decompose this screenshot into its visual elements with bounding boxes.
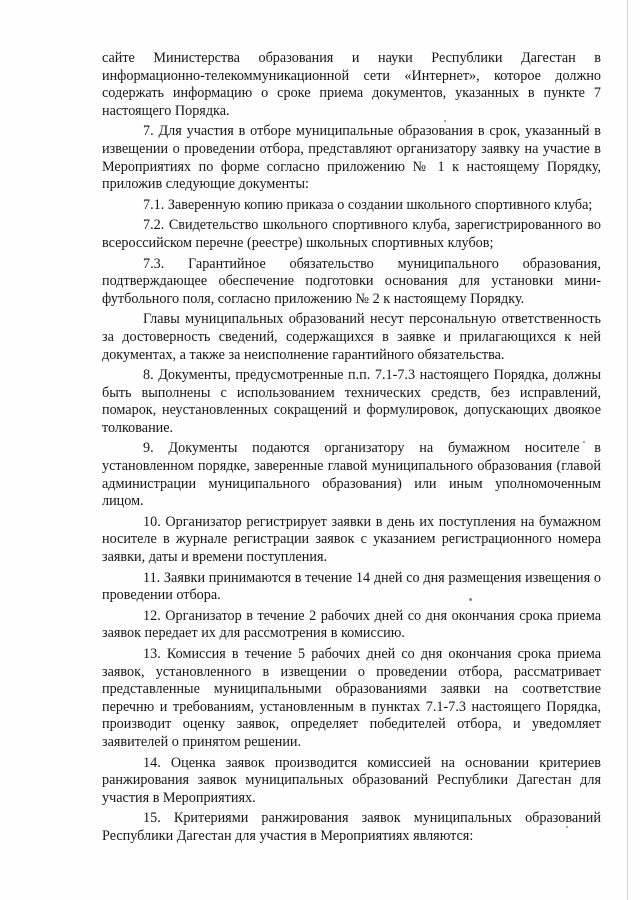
paragraph-item-7-3: 7.3. Гарантийное обязательство муниципального образования, подтверждающее обеспечение подготовки основания для установки мини-футбольного поля, согласно приложению № 2 к настоящему Порядку. (102, 255, 601, 307)
paragraph-item-7-1: 7.1. Заверенную копию приказа о создании школьного спортивного клуба; (143, 196, 593, 213)
paragraph-item-8: 8. Документы, предусмотренные п.п. 7.1-7.3 настоящего Порядка, должны быть выполнены с использованием технических средств, без исправлений, помарок, неустановленных сокращений и формулировок, допускающих двоякое толкование. (102, 367, 601, 436)
paragraph-item-14: 14. Оценка заявок производится комиссией на основании критериев ранжирования заявок муниципальных образований Республики Дагестан для участия в Мероприятиях. (102, 754, 601, 806)
document-body (102, 50, 601, 846)
paragraph-heads-responsibility: Главы муниципальных образований несут персональную ответственность за достоверность сведений, содержащихся в заявке и прилагающихся к ней документах, а также за неисполнение гарантийного обязательства. (102, 311, 601, 363)
scan-edge-line (627, 0, 628, 900)
paragraph-continuation: сайте Министерства образования и науки Республики Дагестан в информационно-телекоммуникационной сети «Интернет», которое должно содержать информацию о сроке приема документов, указанных в пункте 7 настоящего Порядка. (102, 50, 601, 119)
paragraph-item-10: 10. Организатор регистрирует заявки в день их поступления на бумажном носителе в журнале регистрации заявок с указанием регистрационного номера заявки, даты и времени поступления. (102, 513, 601, 566)
paragraph-item-12: 12. Организатор в течение 2 рабочих дней со дня окончания срока приема заявок передает их для рассмотрения в комиссию. (102, 607, 601, 642)
paragraph-item-7-2: 7.2. Свидетельство школьного спортивного клуба, зарегистрированного во всероссийском перечне (реестре) школьных спортивных клубов; (102, 217, 601, 251)
paragraph-item-7: 7. Для участия в отборе муниципальные образования в срок, указанный в извещении о проведении отбора, представляют организатору заявку на участие в Мероприятиях по форме согласно приложению № 1 к настоящему Порядку, приложив следующие документы: (102, 123, 601, 193)
paragraph-item-9: 9. Документы подаются организатору на бумажном носителе в установленном порядке, заверенные главой муниципального образования (главой администрации муниципального образования) или иным уполномоченным лицом. (102, 440, 601, 510)
paragraph-item-11: 11. Заявки принимаются в течение 14 дней со дня размещения извещения о проведении отбора. (102, 569, 601, 604)
paragraph-item-15: 15. Критериями ранжирования заявок муниципальных образований Республики Дагестан для участия в Мероприятиях являются: (102, 810, 601, 844)
paragraph-item-13: 13. Комиссия в течение 5 рабочих дней со дня окончания срока приема заявок, установленного в извещении о проведении отбора, рассматривает представленные муниципальными образованиями заявки на соответствие перечню и требованиям, установленным в пунктах 7.1-7.3 настоящего Порядка, производит оценку заявок, определяет победителей отбора, и уведомляет заявителей о принятом решении. (102, 646, 601, 750)
